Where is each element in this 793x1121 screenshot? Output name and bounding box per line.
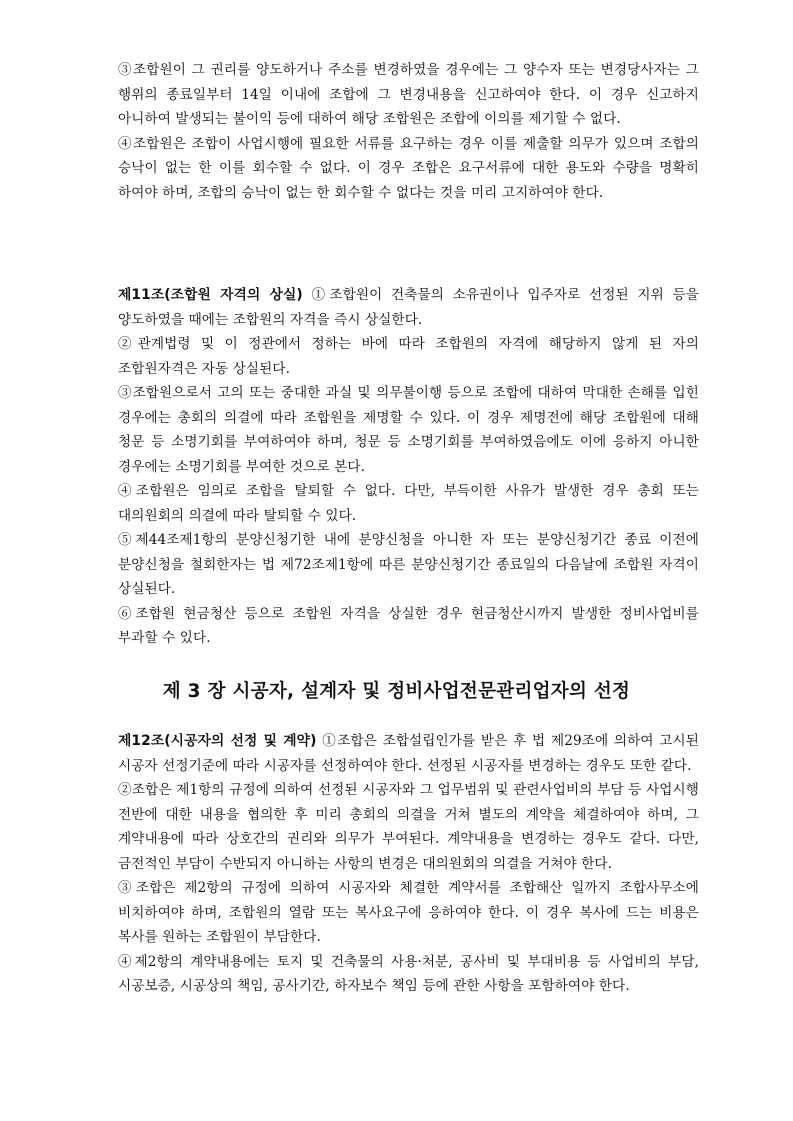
paragraph: ⑥조합원 현금청산 등으로 조합원 자격을 상실한 경우 현금청산시까지 발생한 정비사업비를 부과할 수 있다.	[118, 605, 699, 646]
paragraph-text: ①조합원이 건축물의 소유권이나 입주자로 선정된 지위 등을 양도하였을 때에는 조합원의 자격을 즉시 상실한다.	[118, 287, 699, 328]
article-11	[118, 283, 699, 651]
article-title: 제12조(시공자의 선정 및 계약)	[118, 733, 317, 749]
paragraph: ②관계법령 및 이 정관에서 정하는 바에 따라 조합원의 자격에 해당하지 않게 된 자의 조합원자격은 자동 상실된다.	[118, 336, 699, 377]
paragraph	[118, 729, 699, 778]
paragraph: ④제2항의 계약내용에는 토지 및 건축물의 사용·처분, 공사비 및 부대비용 등 사업비의 부담, 시공보증, 시공상의 책임, 공사기간, 하자보수 책임 등에 관한 사항을 포함하여야 한다.	[118, 953, 699, 994]
paragraph-text: ①조합은 조합설립인가를 받은 후 법 제29조에 의하여 고시된 시공자 선정기준에 따라 시공자를 선정하여야 한다. 선정된 시공자를 변경하는 경우도 또한 같다.	[118, 733, 699, 774]
paragraph: ④조합원은 임의로 조합을 탈퇴할 수 없다. 다만, 부득이한 사유가 발생한 경우 총회 또는 대의원회의 의결에 따라 탈퇴할 수 있다.	[118, 483, 699, 524]
paragraph: ③조합원이 그 권리를 양도하거나 주소를 변경하였을 경우에는 그 양수자 또는 변경당사자는 그 행위의 종료일부터 14일 이내에 조합에 그 변경내용을 신고하여야 한다. 이 경우 신고하지 아니하여 발생되는 불이익 등에 대하여 해당 조합원은 조합에 이의를 제기할 수 없다.	[118, 62, 699, 127]
article-title: 제11조(조합원 자격의 상실)	[118, 287, 303, 303]
paragraph: ②조합은 제1항의 규정에 의하여 선정된 시공자와 그 업무범위 및 관련사업비의 부담 등 사업시행 전반에 대한 내용을 협의한 후 미리 총회의 의결을 거쳐 별도의 계약을 체결하여야 하며, 그 계약내용에 따라 상호간의 권리와 의무가 부여된다. 계약내용을 변경하는 경우도 같다. 다만, 금전적인 부담이 수반되지 아니하는 사항의 변경은 대의원회의 의결을 거쳐야 한다.	[118, 782, 699, 872]
article10-continuation	[118, 58, 699, 205]
paragraph: ④조합원은 조합이 사업시행에 필요한 서류를 요구하는 경우 이를 제출할 의무가 있으며 조합의 승낙이 없는 한 이를 회수할 수 없다. 이 경우 조합은 요구서류에 대한 용도와 수량을 명확히 하여야 하며, 조합의 승낙이 없는 한 회수할 수 없다는 것을 미리 고지하여야 한다.	[118, 135, 699, 201]
paragraph: ③조합원으로서 고의 또는 중대한 과실 및 의무불이행 등으로 조합에 대하여 막대한 손해를 입힌 경우에는 총회의 의결에 따라 조합원을 제명할 수 있다. 이 경우 제명전에 해당 조합원에 대해 청문 등 소명기회를 부여하여야 하며, 청문 등 소명기회를 부여하였음에도 이에 응하지 아니한 경우에는 소명기회를 부여한 것으로 본다.	[118, 385, 699, 475]
paragraph: ③조합은 제2항의 규정에 의하여 시공자와 체결한 계약서를 조합해산 일까지 조합사무소에 비치하여야 하며, 조합원의 열람 또는 복사요구에 응하여야 한다. 이 경우 복사에 드는 비용은 복사를 원하는 조합원이 부담한다.	[118, 880, 699, 945]
paragraph: ⑤제44조제1항의 분양신청기한 내에 분양신청을 아니한 자 또는 분양신청기간 종료 이전에 분양신청을 철회한자는 법 제72조제1항에 따른 분양신청기간 종료일의 다음날에 조합원 자격이 상실된다.	[118, 532, 699, 597]
paragraph	[118, 283, 699, 332]
article-12	[118, 729, 699, 999]
chapter-heading: 제 3 장 시공자, 설계자 및 정비사업전문관리업자의 선정	[162, 681, 631, 702]
